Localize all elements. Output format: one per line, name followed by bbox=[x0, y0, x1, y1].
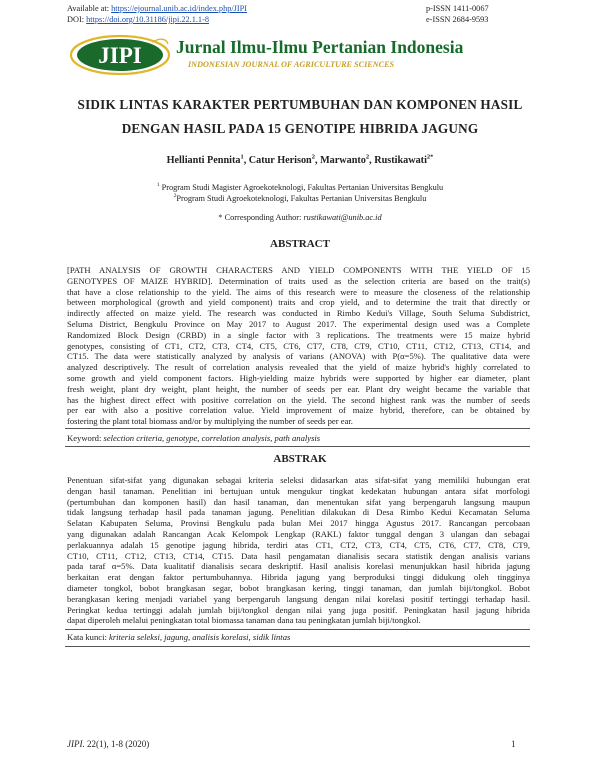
footer-citation bbox=[67, 739, 149, 749]
footer-volume: 22(1), 1-8 (2020) bbox=[84, 739, 150, 749]
text-line: Penentuan sifat-sifat yang digunakan sebagai kriteria seleksi didasarkan atas sifat-sifat yang memiliki hubungan erat bbox=[67, 475, 530, 485]
author-4: Rustikawati$^{2*}$ bbox=[374, 154, 434, 167]
text-line: tidak langsung terhadap hasil pada tanaman jagung. Penelitian dilakukan di Desa Rimbo Kedui Kecamatan Seluma bbox=[67, 507, 530, 518]
pissn: p-ISSN 1411-0067 bbox=[426, 4, 489, 13]
journal-subtitle: INDONESIAN JOURNAL OF AGRICULTURE SCIENCES bbox=[188, 60, 395, 69]
availability-line bbox=[67, 3, 247, 14]
paper-title-line2: DENGAN HASIL PADA 15 GENOTIPE HIBRIDA JAGUNG bbox=[121, 121, 479, 136]
abstract-body bbox=[67, 265, 530, 427]
text-line: between morphological (growth and yield component) traits and crop yield, and to determine the trait that directly or bbox=[67, 297, 530, 308]
doi-link[interactable]: https://doi.org/10.31186/jipi.22.1.1-8 bbox=[86, 15, 209, 24]
eissn: e-ISSN 2684-9593 bbox=[426, 15, 489, 24]
text-line: pada taraf α=5%. Data kualitatif dianalisis secara deskriptif. Hasil analisis korelasi menunjukkan hasil hibrida jagung bbox=[67, 561, 530, 572]
abstrak-heading: ABSTRAK bbox=[273, 453, 327, 465]
text-line: (pertumbuhan dan komponen hasil) dan hasil tanaman, dan menentukan sifat yang berpengaruh langsung maupun bbox=[67, 496, 530, 507]
text-line: CT15. The data were statistically analyzed by analysis of varians (ANOVA) with P(α=5%). The qualitative data were bbox=[67, 351, 530, 362]
text-line: that have a close relationship to the yield. The aims of this research were to measure the closeness of the relationship bbox=[67, 286, 530, 297]
text-line: berangkasan kering menjadi variabel yang berpengaruh langsung dengan nilai korelasi positif tertinggi terhadap hasil. bbox=[67, 593, 530, 604]
text-line: some growth and yield component factors. High-yielding maize hybrids were supported by higher ear diameter, plant bbox=[67, 372, 530, 383]
text-line: diameter tongkol, bobot brangkasan segar, bobot brangkasan kering, tinggi tanaman, dan jumlah biji/tongkol. Bobot bbox=[67, 582, 530, 593]
text-line: dapat diperoleh melalui peningkatan total biomassa tanaman dana tau peningkatan jumlah biji/tongkol. bbox=[67, 615, 421, 626]
text-line: genotypes, consisting of CT1, CT2, CT3, CT4, CT5, CT6, CT7, CT8, CT9, CT10, CT11, CT12, CT13, CT14, and bbox=[67, 340, 530, 351]
text-line: indirectly affected on maize yield. The research was conducted in Rimbo Kedui's Village, South Seluma Subdistrict, bbox=[67, 308, 530, 319]
text-line: Seluma District, Bengkulu Province on May 2017 to August 2017. The experimental design used was a Complete bbox=[67, 318, 530, 329]
logo-badge-text: JIPI bbox=[98, 43, 142, 68]
corresponding-email: rustikawati@unib.ac.id bbox=[303, 213, 382, 222]
journal-name: Jurnal Ilmu-Ilmu Pertanian Indonesia bbox=[176, 37, 464, 57]
abstrak-keywords: Kata kunci: kriteria seleksi, jagung, analisis korelasi, sidik lintas bbox=[67, 632, 291, 642]
abstract-keywords: Keyword: selection criteria, genotype, correlation analysis, path analysis bbox=[67, 433, 321, 443]
corresponding-author: * Corresponding Author: rustikawati@unib.ac.id bbox=[218, 213, 382, 222]
text-line: Randomized Block Design (CRBD) in a single factor with 3 replications. The treatments were 15 maize hybrid bbox=[67, 329, 530, 340]
paper-title-line1: SIDIK LINTAS KARAKTER PERTUMBUHAN DAN KOMPONEN HASIL bbox=[77, 97, 523, 112]
text-line: has the highest direct effect with positive correlation on the yield. The second highest rank was the number of seeds bbox=[67, 394, 530, 405]
text-line: fostering the plant total biomass and/or by multiplying the number of seeds per ear. bbox=[67, 416, 353, 427]
journal-logo bbox=[70, 34, 470, 76]
text-line: Selatan Kabupaten Seluma, Provinsi Bengkulu pada bulan Mei 2017 hingga Agustus 2017. Rancangan percobaan bbox=[67, 518, 530, 529]
journal-url-link[interactable]: https://ejournal.unib.ac.id/index.php/JIPI bbox=[111, 4, 248, 13]
text-line: Peringkat kedua tertinggi adalah jumlah biji/tongkol dengan nilai yang juga positif. Peningkatan hasil jagung hibrida bbox=[67, 604, 530, 615]
text-line: berkaitan erat dengan faktor pertumbuhannya. Hibrida jagung yang berproduksi tinggi didukung oleh tingginya bbox=[67, 572, 530, 583]
divider bbox=[65, 446, 530, 447]
author-2: Catur Herison$^2$, bbox=[248, 154, 321, 167]
author-3: Marwanto$^2$, bbox=[320, 154, 375, 167]
text-line: CT10, CT11, CT12, CT13, CT14, CT15. Data hasil pengamatan dianalisis secara statistik dengan analisis varians bbox=[67, 550, 530, 561]
text-line: analyzed descriptively. The result of correlation analysis revealed that the yield of maize hybrid's highly correlated to bbox=[67, 362, 530, 373]
affiliation-1: $^1$ Program Studi Magister Agroekoteknologi, Fakultas Pertanian Universitas Bengkulu bbox=[156, 182, 444, 192]
abstract-heading: ABSTRACT bbox=[270, 238, 330, 250]
doi-label: DOI: bbox=[67, 15, 87, 24]
divider bbox=[65, 428, 530, 429]
divider bbox=[65, 629, 530, 630]
text-line: per ear with also a positive correlation value. Yield improvement of maize hybrid, therefore, can be obtained by bbox=[67, 405, 530, 416]
text-line: dengan hasil tanaman. Penelitian ini bertujuan untuk mengukur tingkat kedekatan hubungan antara sifat morfologi bbox=[67, 485, 530, 496]
divider bbox=[65, 646, 530, 647]
text-line: perlakuannya adalah 15 genotipe jagung hibrida, terdiri atas CT1, CT2, CT3, CT4, CT5, CT6, CT7, CT8, CT9, bbox=[67, 539, 530, 550]
author-list bbox=[0, 154, 600, 166]
journal-logo-graphic bbox=[70, 34, 470, 76]
text-line: GENOTYPES OF MAIZE HYBRID]. Determination of traits used as the selection criteria are based on the trait(s) bbox=[67, 275, 530, 286]
footer-journal: JIPI. bbox=[67, 739, 85, 749]
doi-line bbox=[67, 14, 209, 25]
abstrak-body bbox=[67, 475, 530, 626]
text-line: fresh weight, plant dry weight, plant height, the number of seeds per ear. Plant dry weight became the variable that bbox=[67, 383, 530, 394]
page-number: 1 bbox=[511, 739, 516, 749]
text-line: yang digunakan adalah Rancangan Acak Kelompok Lengkap (RAKL) faktor tunggal dengan 3 ulangan dan sebagai bbox=[67, 528, 530, 539]
text-line: [PATH ANALYSIS OF GROWTH CHARACTERS AND YIELD COMPONENTS WITH THE YIELD OF 15 bbox=[67, 265, 530, 275]
author-1: Hellianti Pennita$^1$, bbox=[166, 154, 249, 167]
available-label: Available at: bbox=[67, 4, 112, 13]
affiliation-2: $^2$Program Studi Agroekoteknologi, Fakultas Pertanian Universitas Bengkulu bbox=[173, 193, 427, 203]
